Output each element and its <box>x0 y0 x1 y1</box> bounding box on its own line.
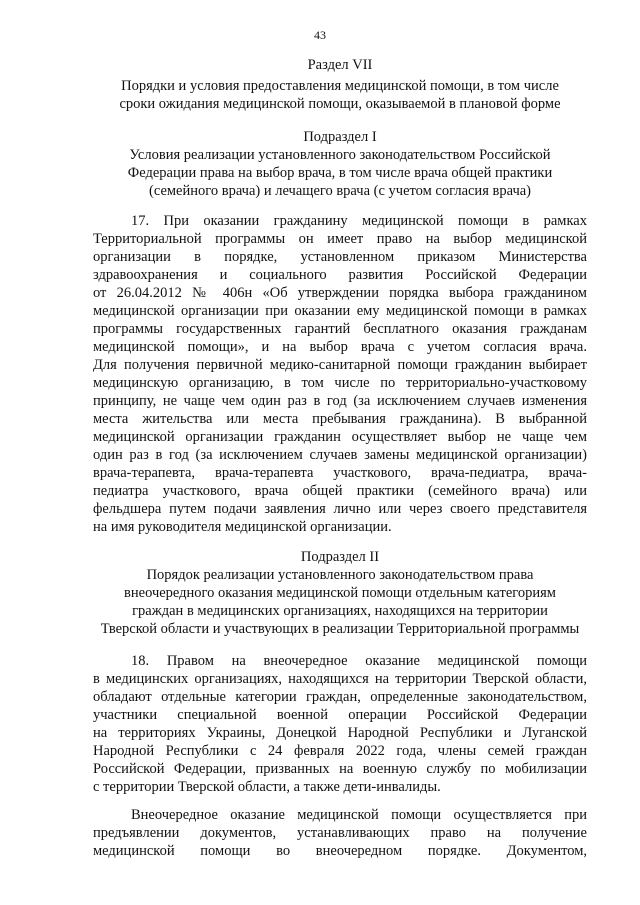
paragraph-17-line: один раз в год (за исключением случаев замены медицинской организации) <box>93 447 587 463</box>
subsection-heading-line: Порядок реализации установленного законодательством права <box>146 567 534 583</box>
paragraph-17-line: программы государственных гарантий бесплатного оказания гражданам <box>93 321 587 337</box>
paragraph-18-line: участники специальной военной операции Российской Федерации <box>93 707 587 723</box>
paragraph-last-line: Внеочередное оказание медицинской помощи осуществляется при <box>131 807 587 823</box>
paragraph-18-line: Российской Федерации, призванных на военную службу по мобилизации <box>93 761 587 777</box>
paragraph-17-line: от 26.04.2012 № 406н «Об утверждении порядка выбора гражданином <box>93 285 587 301</box>
subsection-heading-line: Условия реализации установленного законодательством Российской <box>129 147 551 163</box>
paragraph-17-line: медицинской помощи», и на выбор врача с учетом согласия врача. <box>93 339 587 355</box>
paragraph-17-line: медицинской организации при оказании ему медицинской помощи в рамках <box>93 303 587 319</box>
paragraph-18-line: обладают отдельные категории граждан, определенные законодательством, <box>93 689 587 705</box>
subsection-heading-line: (семейного врача) и лечащего врача (с учетом согласия врача) <box>149 183 531 199</box>
paragraph-17-line: врача-терапевта, врача-терапевта участкового, врача-педиатра, врача- <box>93 465 587 481</box>
subsection-title: Подраздел II <box>300 549 380 565</box>
page-number: 43 <box>314 28 326 42</box>
paragraph-18-line: на территориях Украины, Донецкой Народной Республики и Луганской <box>93 725 587 741</box>
section-heading-line: сроки ожидания медицинской помощи, оказываемой в плановой форме <box>119 96 561 112</box>
subsection-heading-line: Федерации права на выбор врача, в том числе врача общей практики <box>127 165 553 181</box>
subsection-heading-line: граждан в медицинских организациях, находящихся на территории <box>132 603 548 619</box>
paragraph-17-line: Территориальной программы он имеет право на выбор медицинской <box>93 231 587 247</box>
paragraph-17-line: на имя руководителя медицинской организации. <box>93 519 392 535</box>
paragraph-17-line: здравоохранения и социального развития Российской Федерации <box>93 267 587 283</box>
paragraph-17-line: места жительства или места пребывания гражданина). В выбранной <box>93 411 587 427</box>
paragraph-17-line: фельдшера путем подачи заявления лично или через своего представителя <box>93 501 587 517</box>
paragraph-17-line: медицинскую организацию, в том числе по территориально-участковому <box>93 375 587 391</box>
paragraph-18-line: Народной Республики с 24 февраля 2022 года, члены семей граждан <box>93 743 587 759</box>
paragraph-17-line: Для получения первичной медико-санитарной помощи гражданин выбирает <box>93 357 587 373</box>
paragraph-17-line: медицинской организации гражданин осуществляет выбор не чаще чем <box>93 429 587 445</box>
section-heading-line: Порядки и условия предоставления медицинской помощи, в том числе <box>121 78 559 94</box>
paragraph-17-line: организации в порядке, установленном приказом Министерства <box>93 249 587 265</box>
paragraph-last-line: предъявлении документов, устанавливающих право на получение <box>93 825 587 841</box>
paragraph-last-line: медицинской помощи во внеочередном порядке. Документом, <box>93 843 587 859</box>
section-title: Раздел VII <box>307 57 373 73</box>
paragraph-17-line: педиатра участкового, врача общей практики (семейного врача) или <box>93 483 587 499</box>
paragraph-18-line: с территории Тверской области, а также дети-инвалиды. <box>93 779 441 795</box>
paragraph-17-line: 17. При оказании гражданину медицинской помощи в рамках <box>131 213 587 229</box>
subsection-title: Подраздел I <box>303 129 377 145</box>
paragraph-17-line: принципу, не чаще чем один раз в год (за исключением случаев изменения <box>93 393 587 409</box>
subsection-heading-line: внеочередного оказания медицинской помощи отдельным категориям <box>124 585 556 601</box>
paragraph-18-line: 18. Правом на внеочередное оказание медицинской помощи <box>131 653 587 669</box>
paragraph-18-line: в медицинских организациях, находящихся на территории Тверской области, <box>93 671 587 687</box>
subsection-heading-line: Тверской области и участвующих в реализации Территориальной программы <box>100 621 580 637</box>
